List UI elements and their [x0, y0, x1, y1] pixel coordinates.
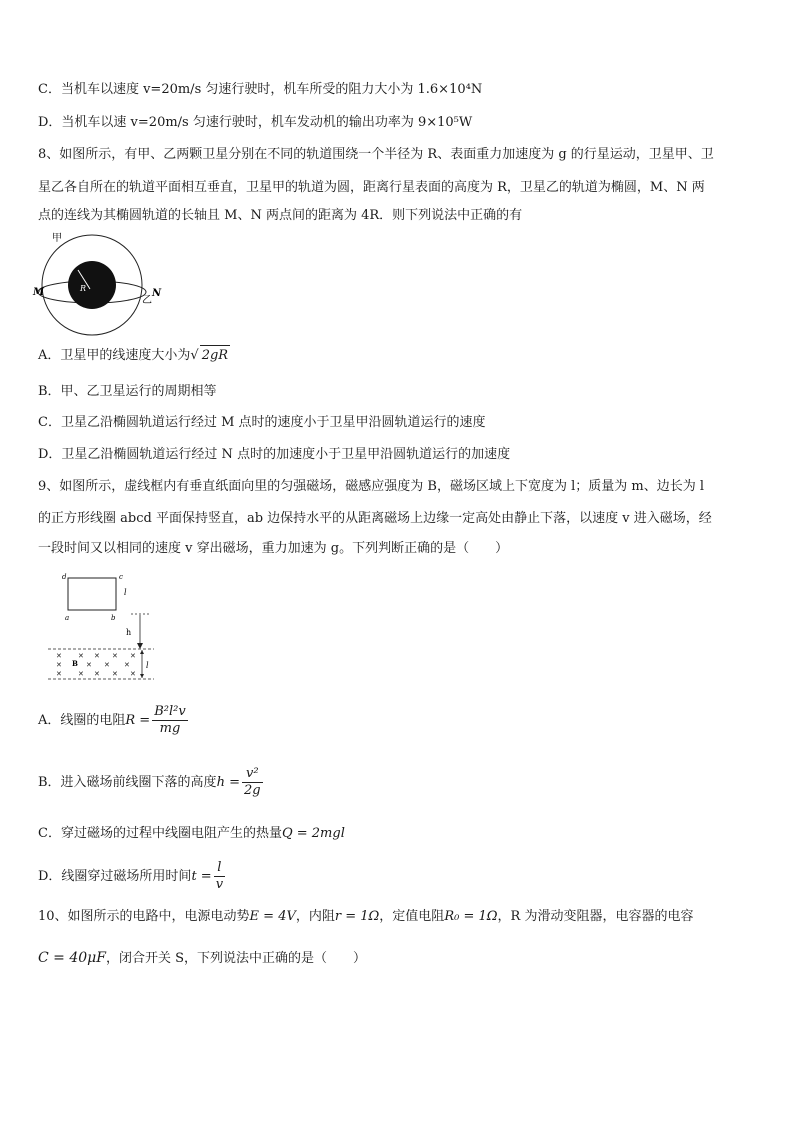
q9-option-a-lhs: R = — [125, 713, 151, 728]
svg-text:✕: ✕ — [104, 661, 110, 669]
q10-internal-resistance: r = 1Ω — [334, 909, 380, 924]
q9-option-c-math: Q = 2mgl — [281, 826, 345, 841]
q8-stem-line-2: 星乙各自所在的轨道平面相互垂直，卫星甲的轨道为圆，距离行星表面的高度为 R，卫星乙的轨道为椭圆，M、N 两 — [38, 180, 705, 195]
q9-option-b — [38, 766, 263, 800]
label-R: R — [80, 284, 87, 293]
q9-option-d-fraction — [214, 860, 225, 893]
label-jia: 甲 — [52, 233, 62, 244]
q9-stem-line-2: 的正方形线圈 abcd 平面保持竖直，ab 边保持水平的从距离磁场上边缘一定高处由静止下落，以速度 v 进入磁场，经 — [38, 511, 712, 526]
svg-text:✕: ✕ — [56, 661, 62, 669]
q9-stem-line-1: 9、如图所示，虚线框内有垂直纸面向里的匀强磁场，磁感应强度为 B，磁场区域上下宽度为 l；质量为 m、边长为 l — [38, 479, 704, 494]
q10-stem-text-3: ，定值电阻 — [379, 909, 445, 924]
label-l-field: l — [146, 661, 149, 670]
planet — [68, 261, 116, 309]
label-d: d — [62, 573, 67, 581]
q8-option-b: B．甲、乙卫星运行的周期相等 — [38, 384, 217, 399]
label-a: a — [65, 614, 70, 622]
q8-orbit-figure — [30, 228, 170, 338]
q9-option-d-lhs: t = — [191, 869, 212, 884]
q10-stem-text-1: 10、如图所示的电路中，电源电动势 — [38, 909, 250, 924]
label-yi: 乙 — [142, 295, 152, 306]
q9-option-b-lhs: h = — [216, 775, 240, 790]
svg-text:✕: ✕ — [130, 670, 136, 678]
label-b: b — [111, 614, 116, 622]
svg-text:✕: ✕ — [78, 652, 84, 660]
q9-option-a — [38, 704, 188, 738]
q9-option-c-text: C．穿过磁场的过程中线圈电阻产生的热量 — [38, 826, 282, 841]
svg-text:✕: ✕ — [124, 661, 130, 669]
q9-stem-line-3: 一段时间又以相同的速度 v 穿出磁场，重力加速为 g。下列判断正确的是（ ） — [38, 541, 509, 556]
height-arrow-head — [137, 643, 143, 649]
q9-option-b-fraction — [242, 766, 263, 799]
svg-text:✕: ✕ — [94, 652, 100, 660]
q10-stem-line-2 — [38, 948, 366, 969]
field-crosses — [56, 652, 136, 678]
field-width-arrow-bottom — [140, 674, 144, 678]
q10-stem-text-5: ，闭合开关 S，下列说法中正确的是（ ） — [105, 951, 367, 966]
svg-text:✕: ✕ — [56, 652, 62, 660]
fraction-numerator: l — [214, 860, 225, 877]
label-h: h — [126, 628, 132, 637]
svg-text:✕: ✕ — [112, 670, 118, 678]
svg-text:✕: ✕ — [112, 652, 118, 660]
label-c: c — [119, 573, 123, 581]
q8-stem-line-3: 点的连线为其椭圆轨道的长轴且 M、N 两点间的距离为 4R．则下列说法中正确的有 — [38, 208, 523, 223]
fraction-denominator: 2g — [243, 783, 261, 798]
q9-magnetic-field-figure — [46, 568, 176, 686]
svg-text:✕: ✕ — [56, 670, 62, 678]
q8-option-a — [38, 345, 230, 366]
label-M: M — [33, 287, 45, 298]
q10-stem-line-1 — [38, 907, 693, 927]
field-width-arrow-top — [140, 650, 144, 654]
fraction-numerator: v² — [242, 766, 263, 783]
label-N: N — [152, 288, 162, 299]
q9-option-a-text: A．线圈的电阻 — [38, 713, 126, 728]
svg-text:✕: ✕ — [130, 652, 136, 660]
svg-text:✕: ✕ — [94, 670, 100, 678]
q8-option-d: D．卫星乙沿椭圆轨道运行经过 N 点时的加速度小于卫星甲沿圆轨道运行的加速度 — [38, 447, 511, 462]
fraction-denominator: v — [215, 877, 224, 892]
q7-option-c: C．当机车以速度 v=20m/s 匀速行驶时，机车所受的阻力大小为 1.6×10⁴N — [38, 82, 483, 97]
svg-text:✕: ✕ — [86, 661, 92, 669]
q10-stem-text-2: ，内阻 — [295, 909, 335, 924]
q8-option-a-text: A．卫星甲的线速度大小为 — [38, 348, 191, 363]
q9-option-d-text: D．线圈穿过磁场所用时间 — [38, 869, 192, 884]
q10-fixed-resistor: R₀ = 1Ω — [444, 909, 498, 924]
fraction-denominator: mg — [159, 721, 181, 736]
q10-emf: E = 4V — [249, 909, 296, 924]
label-B: B — [72, 659, 78, 668]
svg-text:✕: ✕ — [78, 670, 84, 678]
q9-option-d — [38, 860, 225, 894]
q9-option-c — [38, 824, 345, 844]
q10-capacitance: C = 40μF — [38, 950, 106, 966]
q8-option-c: C．卫星乙沿椭圆轨道运行经过 M 点时的速度小于卫星甲沿圆轨道运行的速度 — [38, 415, 486, 430]
q8-stem-line-1: 8、如图所示，有甲、乙两颗卫星分别在不同的轨道围绕一个半径为 R、表面重力加速度为 g 的行星运动，卫星甲、卫 — [38, 147, 714, 162]
coil-square — [68, 578, 116, 610]
sqrt-sign: √ — [190, 348, 199, 363]
q9-option-b-text: B．进入磁场前线圈下落的高度 — [38, 775, 217, 790]
q10-stem-text-4: ，R 为滑动变阻器，电容器的电容 — [497, 909, 694, 924]
fraction-numerator: B²l²v — [154, 704, 186, 719]
q9-option-a-fraction — [152, 704, 187, 737]
q7-option-d: D．当机车以速 v=20m/s 匀速行驶时，机车发动机的输出功率为 9×10⁵W — [38, 115, 473, 130]
q8-option-a-math: 2gR — [200, 345, 230, 366]
label-l-coil: l — [124, 588, 127, 597]
